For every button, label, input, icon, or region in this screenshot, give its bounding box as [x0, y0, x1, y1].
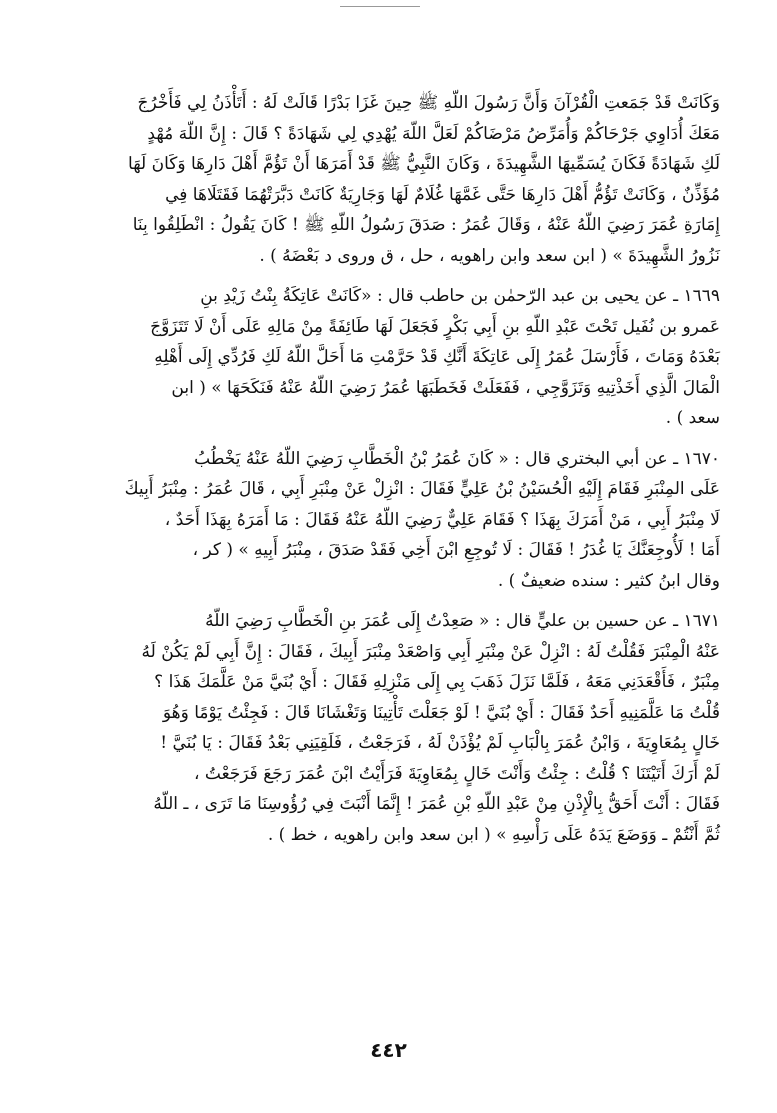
- text-line: ١٦٧١ ـ عن حسين بن عليٍّ قال : « صَعِدْتُ إِلَى عُمَرَ بنِ الْخَطَّابِ رَضِيَ اللّهُ: [205, 611, 720, 631]
- text-line: وقال ابنُ كثير : سنده ضعيفٌ ) .: [497, 570, 720, 591]
- text-line: لَكِ شَهَادَةً فَكَانَ يُسَمِّيهَا الشَّهِيدَةَ ، وَكَانَ النَّبِيُّ ﷺ قَدْ أَمَرَهَا أَنْ تَؤُمَّ أَهْلَ دَارِهَا وَكَانَ لَهَا: [128, 154, 720, 174]
- text-line: عَنْهُ الْمِنْبَرَ فَقُلْتُ لَهُ : انْزِلْ عَنْ مِنْبَرِ أَبِي وَاصْعَدْ مِنْبَرَ أَبِيكَ ، فَقَالَ : إِنَّ أَبِي لَمْ يَكُنْ لَهُ: [141, 641, 720, 662]
- text-line: فَقَالَ : أَنْتَ أَحَقُّ بِالْإِذْنِ مِنْ عَبْدِ اللّهِ بْنِ عُمَرَ ! إِنَّمَا أَنْبَتَ فِي رُؤُوسِنَا مَا تَرَى ، ـ اللّهُ: [153, 794, 720, 814]
- text-line: ثُمَّ أَنْتُمْ ـ وَوَضَعَ يَدَهُ عَلَى رَأْسِهِ » ( ابن سعد وابن راهويه ، خط ) .: [267, 824, 720, 845]
- text-line: عَمرو بن نُفَيل تَحْتَ عَبْدِ اللّهِ بنِ أَبِي بَكْرٍ فَجَعَلَ لَهَا طَائِفَةً مِنْ مَالِهِ عَلَى أَنْ لَا تَتَزَوَّجَ: [150, 316, 720, 337]
- text-line: إِمَارَةِ عُمَرَ رَضِيَ اللّهُ عَنْهُ ، وَقَالَ عُمَرُ : صَدَقَ رَسُولُ اللّهِ ﷺ ! كَانَ يَقُولُ : انْطَلِقُوا بِنَا: [132, 215, 720, 235]
- text-line: قُلْتُ مَا عَلَّمَنِيهِ أَحَدٌ فَقَالَ : أَيْ بُنَيَّ ! لَوْ جَعَلْتَ تَأْتِينَا وَتَغْشَانَا قَالَ : فَجِئْتُ يَوْمًا وَهُوَ: [162, 702, 720, 723]
- hadith-1670: [58, 444, 720, 597]
- hadith-1669: [58, 281, 720, 434]
- top-rule: [340, 6, 420, 7]
- text-line: مُؤَذِّنٌ ، وَكَانَتْ تَؤُمُّ أَهْلَ دَارِهَا حَتَّى غَمَّهَا غُلَامٌ لَهَا وَجَارِيَةٌ كَانَتْ دَبَّرَتْهُمَا فَقَتَلَاهَا فِي: [165, 184, 720, 205]
- text-line: عَلَى المِنْبَرِ فَقَامَ إِلَيْهِ الْحُسَيْنُ بْنُ عَلِيٍّ فَقَالَ : انْزِلْ عَنْ مِنْبَرِ أَبِي ، قَالَ عُمَرُ : مِنْبَرُ أَبِيكَ: [124, 479, 720, 499]
- text-line: مِنْبَرٌ ، فَأَقْعَدَنِي مَعَهُ ، فَلَمَّا نَزَلَ ذَهَبَ بِي إِلَى مَنْزِلِهِ فَقَالَ : أَيْ بُنَيَّ مَنْ عَلَّمَكَ هَذَا ؟: [154, 672, 720, 692]
- text-line: مَعَكَ أُدَاوِي جَرْحَاكُمْ وَأُمَرِّضُ مَرْضَاكُمْ لَعَلَّ اللّهَ يُهْدِي لِي شَهَادَةً ؟ قَالَ : إِنَّ اللّهَ مُهْدٍ: [147, 123, 720, 144]
- text-line: الْمَالَ الَّذِي أَخَذْتِيهِ وَتَزَوَّجِي ، فَفَعَلَتْ فَخَطَبَهَا عُمَرُ رَضِيَ اللّهُ عَنْهُ فَنَكَحَهَا » ( ابن: [171, 377, 720, 398]
- text-line: ١٦٦٩ ـ عن يحيى بن عبد الرّحمٰن بن حاطب قال : «كَانَتْ عَاتِكَةُ بِنْتُ زَيْدِ بنِ: [200, 286, 720, 306]
- text-line: وَكَانَتْ قَدْ جَمَعتِ الْقُرْآنَ وَأَنَّ رَسُولَ اللّهِ ﷺ حِينَ غَزَا بَدْرًا قَالَتْ لَهُ : أَتَأْذَنُ لِي فَأَخْرُجَ: [137, 93, 720, 113]
- text-line: خَالٍ بِمُعَاوِيَةَ ، وَابْنُ عُمَرَ بِالْبَابِ لَمْ يُؤْذَنْ لَهُ ، فَرَجَعْتُ ، فَلَقِيَنِي بَعْدُ فَقَالَ : يَا بُنَيَّ !: [160, 733, 720, 753]
- hadith-1671: [58, 606, 720, 850]
- paragraph-continuation: [58, 88, 720, 271]
- text-line: لَا مِنْبَرُ أَبِي ، مَنْ أَمَرَكَ بِهَذَا ؟ فَقَامَ عَلِيٌّ رَضِيَ اللّهُ عَنْهُ فَقَالَ : مَا أَمَرَهُ بِهَذَا أَحَدٌ ،: [164, 509, 720, 530]
- page-body: [58, 88, 720, 850]
- page-number: ٤٤٢: [370, 1038, 407, 1062]
- text-line: لَمْ أَرَكَ أَتَيْتَنَا ؟ قُلْتُ : جِئْتُ وَأَنْتَ خَالٍ بِمُعَاوِيَةَ فَرَأَيْتُ ابْنَ عُمَرَ رَجَعَ فَرَجَعْتُ ،: [193, 763, 720, 784]
- text-line: ١٦٧٠ ـ عن أبي البختري قال : « كَانَ عُمَرُ بْنُ الْخَطَّابِ رَضِيَ اللّهُ عَنْهُ يَخْطُبُ: [194, 448, 720, 469]
- text-line: سعد ) .: [665, 408, 720, 428]
- text-line: أَمَا ! لَأُوجِعَنَّكَ يَا غُدَرُ ! فَقَالَ : لَا تُوجِعِ ابْنَ أَخِي فَقَدْ صَدَقَ ، مِنْبَرُ أَبِيهِ » ( كر ،: [192, 540, 720, 560]
- text-line: نَزُورُ الشَّهِيدَةَ » ( ابن سعد وابن راهويه ، حل ، ق وروى د بَعْضَهُ ) .: [259, 245, 720, 266]
- text-line: بَعْدَهُ وَمَاتَ ، فَأَرْسَلَ عُمَرُ إِلَى عَاتِكَةَ أَنَّكِ قَدْ حَرَّمْتِ مَا أَحَلَّ اللّهُ لَكِ فَرُدِّي إِلَى أَهْلِهِ: [154, 347, 720, 367]
